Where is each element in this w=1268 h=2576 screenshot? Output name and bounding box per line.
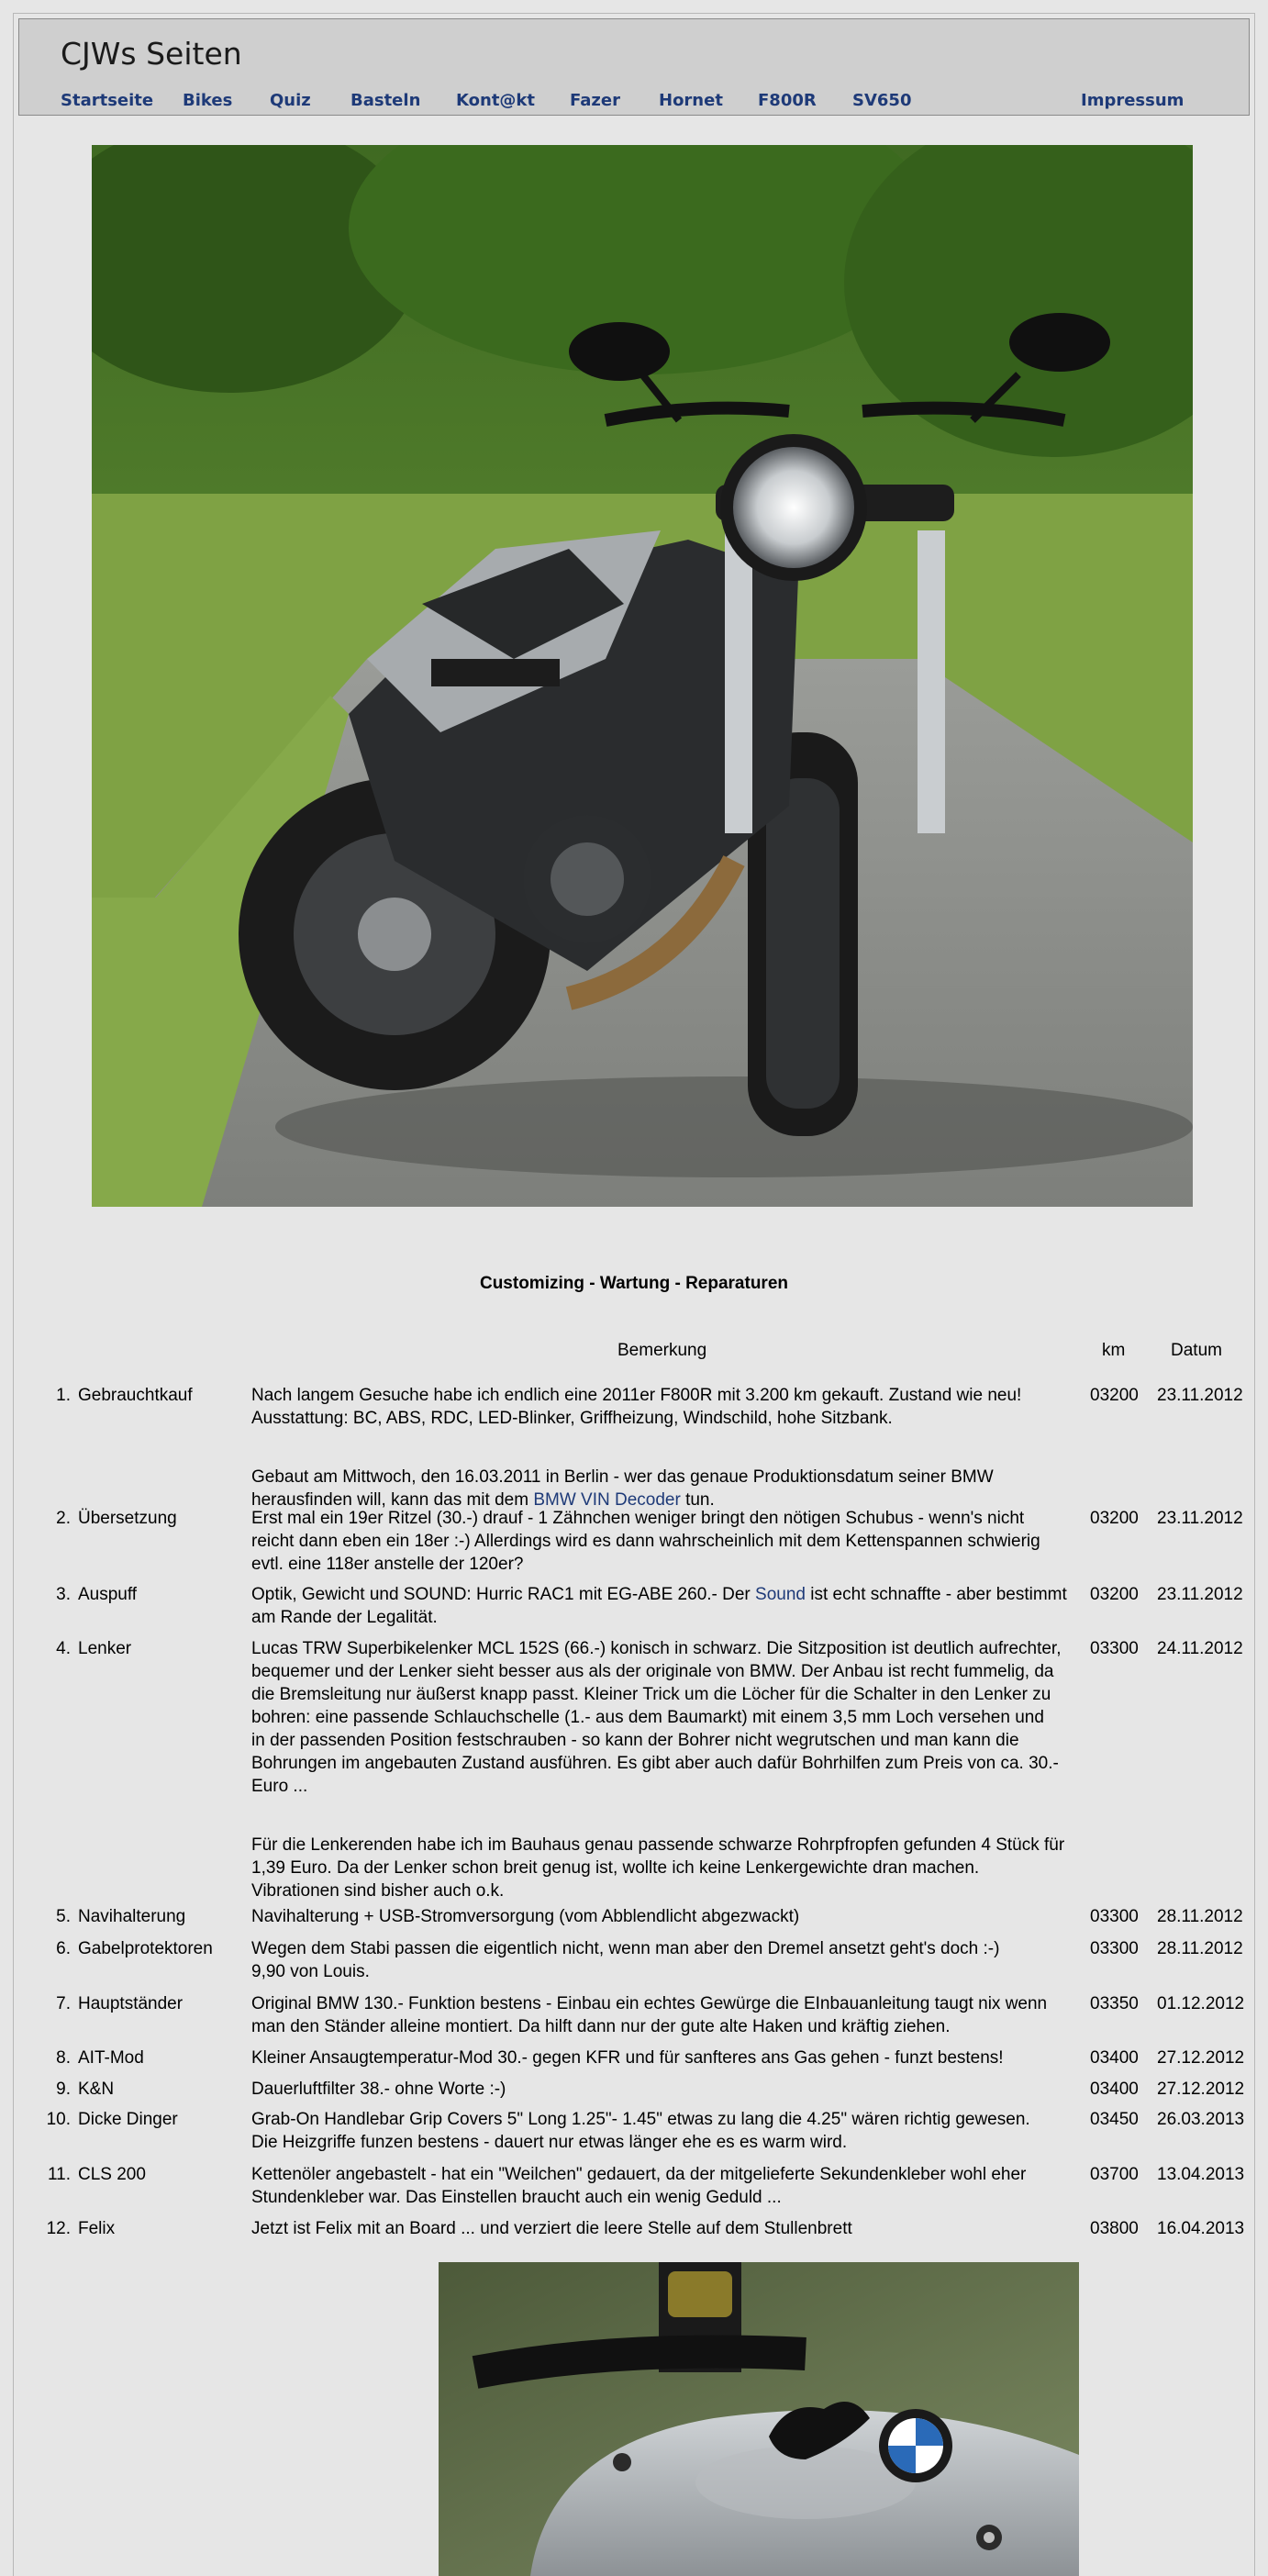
row-date: 28.11.2012	[1157, 1907, 1243, 1926]
felix-sticker-photo	[439, 2262, 1079, 2576]
nav-basteln[interactable]: Basteln	[350, 91, 421, 110]
row-number: 9.	[56, 2080, 71, 2099]
row-number: 3.	[56, 1585, 71, 1604]
row-km: 03450	[1090, 2110, 1139, 2129]
row-title: Navihalterung	[78, 1907, 186, 1926]
motorcycle-photo	[92, 145, 1193, 1207]
row-km: 03200	[1090, 1509, 1139, 1528]
row-description: Nach langem Gesuche habe ich endlich eine 2011er F800R mit 3.200 km gekauft. Zustand wie neu! Ausstattung: BC, ABS, RDC, LED-Blinker, Griffheizung, Windschild, hohe Sitzbank. Gebaut am Mittwoch, den 16.03.2011 in Berlin - wer das genaue Produktionsdatum seiner BMW herausfinden will, kann das mit dem BMW VIN Decoder tun.	[251, 1386, 1022, 1510]
row-date: 24.11.2012	[1157, 1639, 1243, 1658]
row-description: Original BMW 130.- Funktion bestens - Einbau ein echtes Gewürge die EInbauanleitung taugt nix wenn man den Ständer alleine montiert. Da hilft dann nur der gute alte Haken und kräftig ziehen.	[251, 1994, 1048, 2036]
row-title: Gabelprotektoren	[78, 1939, 213, 1958]
site-header	[18, 18, 1250, 116]
row-number: 11.	[47, 2165, 71, 2184]
row-km: 03700	[1090, 2165, 1139, 2184]
row-description: Erst mal ein 19er Ritzel (30.-) drauf - 1 Zähnchen weniger bringt den nötigen Schubus - wenn's nicht reicht dann eben ein 18er :-) Allerdings wird es dann wahrscheinlich mit dem Kettenspannen schwierig evtl. eine 118er anstelle der 120er?	[251, 1509, 1040, 1574]
row-title: CLS 200	[78, 2165, 146, 2184]
row-title: K&N	[78, 2080, 115, 2099]
row-number: 10.	[46, 2110, 71, 2129]
row-km: 03400	[1090, 2080, 1139, 2099]
row-km: 03200	[1090, 1585, 1139, 1604]
row-description: Dauerluftfilter 38.- ohne Worte :-)	[251, 2080, 506, 2099]
row-description: Optik, Gewicht und SOUND: Hurric RAC1 mit EG-ABE 260.- Der Sound ist echt schnaffte - aber bestimmt am Rande der Legalität.	[251, 1585, 1067, 1627]
sound-link[interactable]: Sound	[755, 1585, 806, 1604]
row-description: Jetzt ist Felix mit an Board ... und verziert die leere Stelle auf dem Stullenbrett	[251, 2219, 852, 2238]
row-title: Hauptständer	[78, 1994, 184, 2013]
row-title: Dicke Dinger	[78, 2110, 178, 2129]
motorcycle-photo-image	[92, 145, 1193, 1207]
row-number: 6.	[56, 1939, 71, 1958]
row-number: 4.	[56, 1639, 71, 1658]
nav-kontakt[interactable]: Kont@kt	[456, 91, 535, 110]
row-date: 13.04.2013	[1157, 2165, 1245, 2184]
row-date: 28.11.2012	[1157, 1939, 1243, 1958]
row-number: 1.	[56, 1386, 71, 1405]
row-date: 23.11.2012	[1157, 1509, 1243, 1528]
column-header-datum: Datum	[1171, 1341, 1222, 1360]
nav-f800r[interactable]: F800R	[758, 91, 817, 110]
row-number: 2.	[56, 1509, 71, 1528]
row-date: 27.12.2012	[1157, 2080, 1245, 2099]
row-date: 23.11.2012	[1157, 1585, 1243, 1604]
row-description: Kettenöler angebastelt - hat ein "Weilchen" gedauert, da der mitgelieferte Sekundenkleber wohl eher Stundenkleber war. Das Einstellen braucht auch ein wenig Geduld ...	[251, 2165, 1027, 2207]
nav-sv650[interactable]: SV650	[852, 91, 912, 110]
row-title: AIT-Mod	[78, 2048, 144, 2068]
site-title: CJWs Seiten	[61, 36, 242, 72]
felix-sticker-image	[439, 2262, 1079, 2576]
row-date: 16.04.2013	[1157, 2219, 1245, 2238]
section-title: Customizing - Wartung - Reparaturen	[479, 1274, 789, 1293]
row-description: Kleiner Ansaugtemperatur-Mod 30.- gegen KFR und für sanfteres ans Gas gehen - funzt bestens!	[251, 2048, 1004, 2068]
column-header-km: km	[1102, 1341, 1126, 1360]
row-km: 03300	[1090, 1639, 1139, 1658]
row-title: Gebrauchtkauf	[78, 1386, 193, 1405]
nav-quiz[interactable]: Quiz	[270, 91, 311, 110]
row-km: 03300	[1090, 1907, 1139, 1926]
row-description: Grab-On Handlebar Grip Covers 5" Long 1.25"- 1.45" etwas zu lang die 4.25" wären richtig gewesen. Die Heizgriffe funzen bestens - dauert nur etwas länger ehe es es warm wird.	[251, 2110, 1030, 2152]
column-header-bemerkung: Bemerkung	[617, 1341, 707, 1360]
row-title: Felix	[78, 2219, 116, 2238]
nav-startseite[interactable]: Startseite	[61, 91, 154, 110]
row-km: 03300	[1090, 1939, 1139, 1958]
row-km: 03400	[1090, 2048, 1139, 2068]
row-number: 12.	[46, 2219, 71, 2238]
nav-hornet[interactable]: Hornet	[659, 91, 723, 110]
row-km: 03350	[1090, 1994, 1139, 2013]
nav-fazer[interactable]: Fazer	[570, 91, 620, 110]
row-description: Wegen dem Stabi passen die eigentlich nicht, wenn man aber den Dremel ansetzt geht's doch :-) 9,90 von Louis.	[251, 1939, 1000, 1981]
row-description: Navihalterung + USB-Stromversorgung (vom Abblendlicht abgezwackt)	[251, 1907, 800, 1926]
row-date: 23.11.2012	[1157, 1386, 1243, 1405]
row-title: Übersetzung	[78, 1509, 177, 1528]
nav-bikes[interactable]: Bikes	[183, 91, 233, 110]
row-description: Lucas TRW Superbikelenker MCL 152S (66.-) konisch in schwarz. Die Sitzposition ist deutlich aufrechter, bequemer und der Lenker sieht besser aus als der originale von BMW. Der Anbau ist recht fummelig, da die Bremsleitung nur äußerst knapp passt. Kleiner Trick um die Löcher für die Schalter in den Lenker zu bohren: eine passende Schlauchschelle (1.- aus dem Baumarkt) mit einem 3,5 mm Loch versehen und in der passenden Position festschrauben - so kann der Bohrer nicht wegrutschen und man kann die Bohrungen im angebauten Zustand ausführen. Es gibt aber auch dafür Bohrhilfen zum Preis von ca. 30.- Euro ... Für die Lenkerenden habe ich im Bauhaus genau passende schwarze Rohrpfropfen gefunden 4 Stück für 1,39 Euro. Da der Lenker schon breit genug ist, wollte ich keine Lenkergewichte dran machen. Vibrationen sind bisher auch o.k.	[251, 1639, 1065, 1901]
row-title: Auspuff	[78, 1585, 138, 1604]
bmw-vin-decoder-link[interactable]: BMW VIN Decoder	[533, 1490, 681, 1510]
row-number: 8.	[56, 2048, 71, 2068]
row-number: 7.	[56, 1994, 71, 2013]
row-date: 01.12.2012	[1157, 1994, 1245, 2013]
row-km: 03800	[1090, 2219, 1139, 2238]
row-number: 5.	[56, 1907, 71, 1926]
row-title: Lenker	[78, 1639, 132, 1658]
nav-impressum[interactable]: Impressum	[1081, 91, 1185, 110]
row-date: 26.03.2013	[1157, 2110, 1245, 2129]
row-date: 27.12.2012	[1157, 2048, 1245, 2068]
row-km: 03200	[1090, 1386, 1139, 1405]
